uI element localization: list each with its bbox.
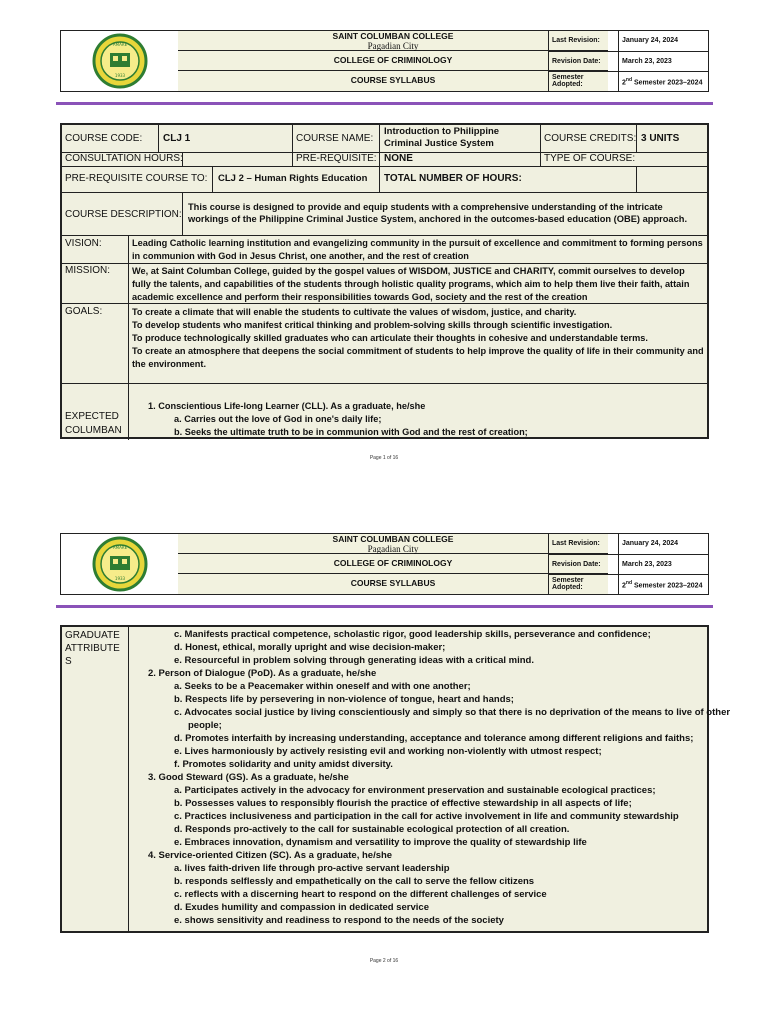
prerequisite-label: PRE-REQUISITE: bbox=[296, 153, 377, 164]
revision-table: Last Revision: January 24, 2024 Revision Date: March 23, 2023 Semester Adopted: 2nd Semester 2023–2024 bbox=[548, 31, 708, 91]
college-seal-logo bbox=[61, 31, 179, 91]
attribute-subitem: c. Manifests practical competence, scholastic rigor, good leadership skills, perseverance and confidence; bbox=[174, 629, 651, 640]
attribute-subitem: e. Lives harmoniously by actively resisting evil and working non-violently with utmost respect; bbox=[174, 746, 602, 757]
vision-label: VISION: bbox=[65, 238, 102, 249]
attribute-subitem: e. Embraces innovation, dynamism and versatility to improve the quality of stewardship life bbox=[174, 837, 587, 848]
attributes-label-line1: GRADUATE bbox=[65, 630, 120, 641]
attribute-subitem: f. Promotes solidarity and unity amidst diversity. bbox=[174, 759, 393, 770]
attribute-subitem: d. Promotes interfaith by increasing understanding, acceptance and tolerance among different religions and faiths; bbox=[174, 733, 694, 744]
svg-text:1933: 1933 bbox=[114, 576, 125, 581]
prerequisite-to-label: PRE-REQUISITE COURSE TO: bbox=[65, 173, 208, 184]
attribute-item: 1. Conscientious Life-long Learner (CLL). As a graduate, he/she bbox=[148, 401, 426, 411]
header-title-block bbox=[178, 534, 608, 594]
doc-type-title: COURSE SYLLABUS bbox=[350, 578, 436, 588]
attribute-subitem: b. Possesses values to responsibly flourish the practice of effective stewardship in all aspects of life; bbox=[174, 798, 632, 809]
attribute-subitem: d. Responds pro-actively to the call for sustainable ecological protection of all creation. bbox=[174, 824, 570, 835]
goal-item: To develop students who manifest critical thinking and problem-solving skills through scientific investigation. bbox=[132, 320, 613, 330]
mission-label: MISSION: bbox=[65, 265, 111, 276]
mission-value: We, at Saint Columban College, guided by the gospel values of WISDOM, JUSTICE and CHARITY, commit ourselves to develop fully the talents, and capabilities of the students through holistic quality programs, which aim to help them live their faith, attain academic excellence and perform their responsibilities towards God, society and the rest of the creation bbox=[132, 266, 690, 302]
course-name-label: COURSE NAME: bbox=[296, 133, 374, 144]
page1-header bbox=[60, 30, 709, 92]
course-credits-label: COURSE CREDITS: bbox=[544, 133, 637, 144]
goal-item: To create an atmosphere that deepens the social commitment of students to help improve the quality of life in their community and the environment. bbox=[132, 346, 704, 369]
header-divider bbox=[56, 102, 713, 105]
college-title: SAINT COLUMBAN COLLEGE Pagadian City bbox=[178, 31, 608, 51]
expected-label-line1: EXPECTED bbox=[65, 411, 119, 422]
attribute-subitem: people; bbox=[188, 720, 222, 731]
attribute-subitem: d. Honest, ethical, morally upright and wise decision-maker; bbox=[174, 642, 446, 653]
attribute-subitem: a. Carries out the love of God in one's daily life; bbox=[174, 414, 382, 424]
attribute-subitem: b. Respects life by persevering in non-violence of tongue, heart and hands; bbox=[174, 694, 514, 705]
course-description-value: This course is designed to provide and equip students with a comprehensive understanding of the intricate workings of the Philippine Criminal Justice System, anchored in the outcomes-based education (OBE) approach. bbox=[188, 202, 688, 224]
course-code-value: CLJ 1 bbox=[163, 133, 191, 144]
course-credits-value: 3 UNITS bbox=[641, 133, 680, 144]
department-title: COLLEGE OF CRIMINOLOGY bbox=[178, 51, 608, 71]
attribute-subitem: e. shows sensitivity and readiness to respond to the needs of the society bbox=[174, 915, 504, 926]
goal-item: To produce technologically skilled graduates who can articulate their thoughts in cohesive and understandable terms. bbox=[132, 333, 648, 343]
vision-value: Leading Catholic learning institution and evangelizing community in the pursuit of excellence and commitment to forming persons in communion with God in Jesus Christ, one another, and the rest of creation bbox=[132, 238, 703, 261]
attributes-label-line3: S bbox=[65, 656, 72, 667]
attribute-item: 3. Good Steward (GS). As a graduate, he/she bbox=[148, 772, 349, 783]
college-seal-logo bbox=[61, 534, 179, 594]
course-info-table bbox=[60, 123, 709, 439]
attribute-item: 4. Service-oriented Citizen (SC). As a graduate, he/she bbox=[148, 850, 393, 861]
attribute-subitem: c. reflects with a discerning heart to respond on the different challenges of service bbox=[174, 889, 547, 900]
consultation-hours-label: CONSULTATION HOURS: bbox=[65, 153, 183, 164]
total-hours-label: TOTAL NUMBER OF HOURS: bbox=[384, 173, 522, 184]
svg-text:AMARE: AMARE bbox=[112, 545, 127, 550]
course-type-label: TYPE OF COURSE: bbox=[544, 153, 636, 164]
goals-label: GOALS: bbox=[65, 306, 103, 317]
attribute-subitem: c. Practices inclusiveness and participation in the call for active involvement in life and community stewardship bbox=[174, 811, 679, 822]
attributes-label-line2: ATTRIBUTE bbox=[65, 643, 120, 654]
course-description-label: COURSE DESCRIPTION: bbox=[65, 209, 182, 220]
course-code-label: COURSE CODE: bbox=[65, 133, 143, 144]
attribute-item: 2. Person of Dialogue (PoD). As a graduate, he/she bbox=[148, 668, 377, 679]
course-name-value: Introduction to Philippine Criminal Justice System bbox=[384, 126, 500, 149]
page-number-2: Page 2 of 16 bbox=[369, 958, 399, 964]
attribute-subitem: b. Seeks the ultimate truth to be in communion with God and the rest of creation; bbox=[174, 427, 528, 437]
department-title: COLLEGE OF CRIMINOLOGY bbox=[178, 554, 608, 574]
attribute-subitem: a. Participates actively in the advocacy for environment preservation and sustainable ecological practices; bbox=[174, 785, 656, 796]
page-number-1: Page 1 of 16 bbox=[369, 455, 399, 461]
header-divider bbox=[56, 605, 713, 608]
svg-text:AMARE: AMARE bbox=[112, 42, 127, 47]
expected-label-line2: COLUMBAN bbox=[65, 425, 122, 436]
attribute-subitem: b. responds selflessly and empathetically on the call to serve the fellow citizens bbox=[174, 876, 535, 887]
goal-item: To create a climate that will enable the students to cultivate the values of wisdom, justice, and charity. bbox=[132, 307, 577, 317]
doc-type-title: COURSE SYLLABUS bbox=[350, 75, 436, 85]
svg-text:1933: 1933 bbox=[114, 73, 125, 78]
page2-header bbox=[60, 533, 709, 595]
attribute-subitem: d. Exudes humility and compassion in dedicated service bbox=[174, 902, 429, 913]
prerequisite-value: NONE bbox=[384, 153, 413, 164]
graduate-attributes-table bbox=[60, 625, 731, 933]
prerequisite-to-value: CLJ 2 – Human Rights Education bbox=[218, 173, 368, 184]
revision-table: Last Revision: January 24, 2024 Revision Date: March 23, 2023 Semester Adopted: 2nd Semester 2023–2024 bbox=[548, 534, 708, 594]
college-title: SAINT COLUMBAN COLLEGE Pagadian City bbox=[178, 534, 608, 554]
attribute-subitem: e. Resourceful in problem solving through generating ideas with a critical mind. bbox=[174, 655, 535, 666]
attribute-subitem: a. Seeks to be a Peacemaker within oneself and with one another; bbox=[174, 681, 471, 692]
attribute-subitem: c. Advocates social justice by living conscientiously and simply so that there is no deprivation of the means to live of other bbox=[174, 707, 731, 718]
attribute-subitem: a. lives faith-driven life through pro-active servant leadership bbox=[174, 863, 450, 874]
header-title-block bbox=[178, 31, 608, 91]
